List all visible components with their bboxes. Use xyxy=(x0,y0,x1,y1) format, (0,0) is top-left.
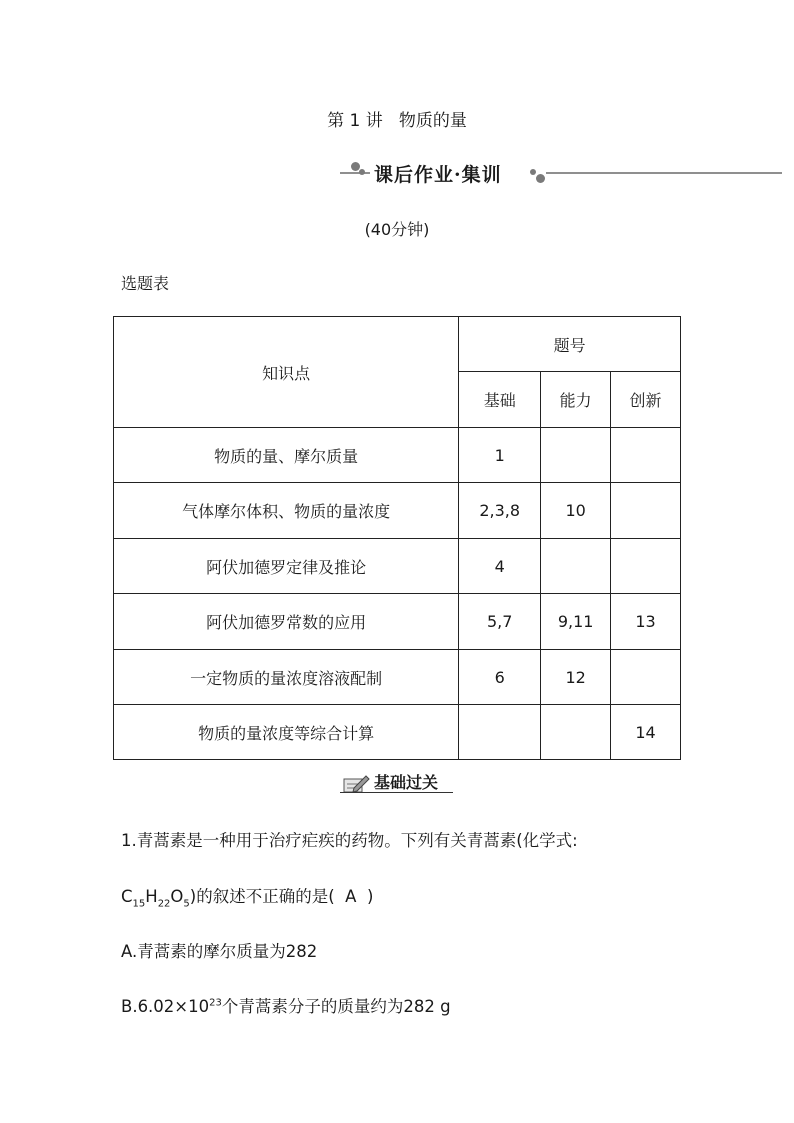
ability-cell xyxy=(541,539,611,594)
answer: A xyxy=(345,887,357,906)
banner-dot-left-small xyxy=(359,169,365,175)
option-b-prefix: B.6.02×10 xyxy=(121,997,210,1016)
table-row xyxy=(114,650,681,705)
topic-cell: 阿伏加德罗常数的应用 xyxy=(114,594,459,650)
ability-cell xyxy=(541,428,611,483)
formula-h-sub: 22 xyxy=(157,898,171,910)
homework-banner xyxy=(290,158,794,188)
topic-cell: 物质的量、摩尔质量 xyxy=(114,428,459,483)
topic-cell: 物质的量浓度等综合计算 xyxy=(114,705,459,760)
topic-cell: 气体摩尔体积、物质的量浓度 xyxy=(114,483,459,539)
question-1-line2 xyxy=(121,883,373,909)
banner-dot-right-small xyxy=(530,169,536,175)
knowledge-header: 知识点 xyxy=(114,317,459,428)
basic-cell: 1 xyxy=(459,428,541,483)
duration: (40分钟) xyxy=(364,220,430,239)
basic-cell: 6 xyxy=(459,650,541,705)
formula-o-sub: 5 xyxy=(183,898,190,910)
innovation-cell: 14 xyxy=(611,705,681,760)
innovation-cell xyxy=(611,483,681,539)
table-caption: 选题表 xyxy=(121,274,170,293)
close-paren: ) xyxy=(366,887,374,906)
innovation-cell xyxy=(611,650,681,705)
formula-c-sub: 15 xyxy=(132,898,146,910)
formula-h: H xyxy=(145,887,158,906)
table-row xyxy=(114,705,681,760)
lesson-title xyxy=(0,106,794,131)
level-header-ability: 能力 xyxy=(541,372,611,428)
pencil-note-icon xyxy=(342,774,370,794)
question-number-header: 题号 xyxy=(459,317,681,372)
section-title: 基础过关 xyxy=(374,773,439,792)
innovation-cell xyxy=(611,428,681,483)
question-1-line1: 1.青蒿素是一种用于治疗疟疾的药物。下列有关青蒿素(化学式: xyxy=(121,831,578,850)
basic-cell xyxy=(459,705,541,760)
section-heading xyxy=(340,770,455,796)
option-b xyxy=(121,993,451,1017)
innovation-cell xyxy=(611,539,681,594)
innovation-cell: 13 xyxy=(611,594,681,650)
table-row xyxy=(114,428,681,483)
lesson-number: 第 1 讲 xyxy=(327,111,383,131)
ability-cell: 12 xyxy=(541,650,611,705)
basic-cell: 5,7 xyxy=(459,594,541,650)
ability-cell: 10 xyxy=(541,483,611,539)
banner-title: 课后作业·集训 xyxy=(374,164,502,186)
banner-dot-right xyxy=(536,174,545,183)
table-row xyxy=(114,539,681,594)
level-header-basic: 基础 xyxy=(459,372,541,428)
lesson-topic: 物质的量 xyxy=(398,111,467,131)
option-b-exponent: 23 xyxy=(209,997,222,1009)
level-header-innovation: 创新 xyxy=(611,372,681,428)
formula-o: O xyxy=(170,887,184,906)
option-b-suffix: 个青蒿素分子的质量约为282 g xyxy=(221,997,451,1016)
basic-cell: 4 xyxy=(459,539,541,594)
selection-table xyxy=(113,316,681,760)
ability-cell xyxy=(541,705,611,760)
table-row xyxy=(114,594,681,650)
basic-cell: 2,3,8 xyxy=(459,483,541,539)
table-row xyxy=(114,483,681,539)
banner-rule-right xyxy=(546,172,782,174)
topic-cell: 阿伏加德罗定律及推论 xyxy=(114,539,459,594)
section-underline xyxy=(340,792,453,793)
ability-cell: 9,11 xyxy=(541,594,611,650)
banner-rule-left xyxy=(340,172,370,174)
formula-c: C xyxy=(121,887,133,906)
topic-cell: 一定物质的量浓度溶液配制 xyxy=(114,650,459,705)
question-stem: )的叙述不正确的是( xyxy=(189,887,335,906)
option-a: A.青蒿素的摩尔质量为282 xyxy=(121,942,318,961)
